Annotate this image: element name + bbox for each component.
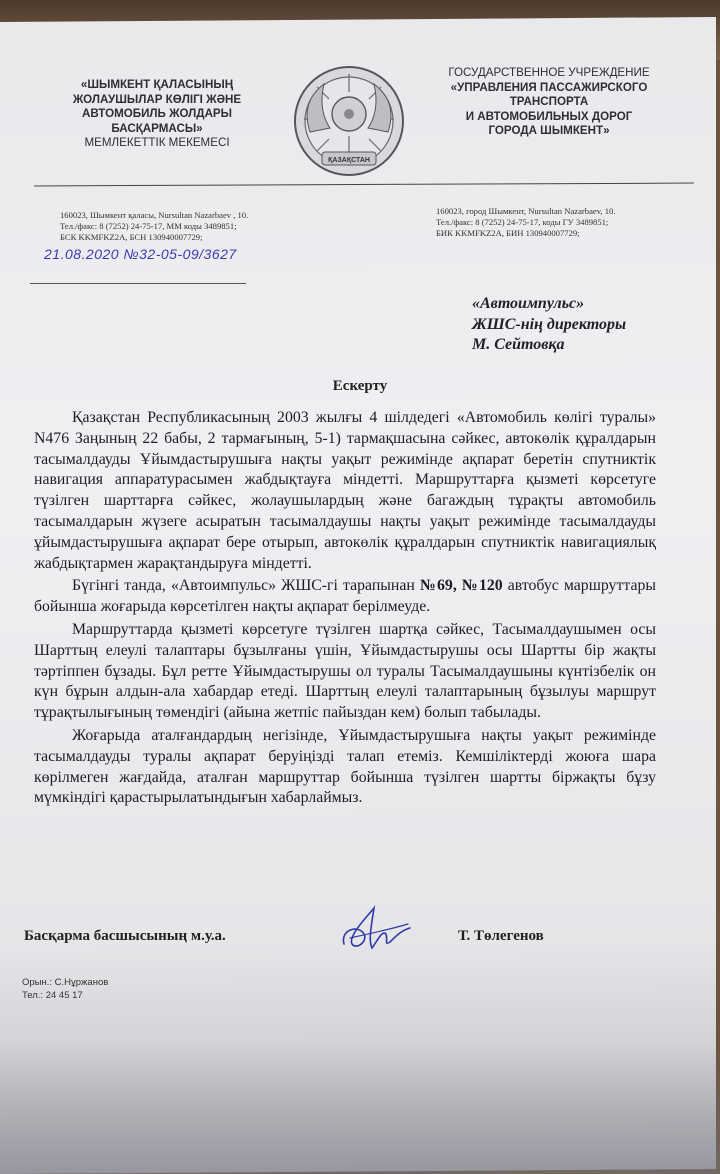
signatory-position: Басқарма басшысының м.у.а.	[24, 928, 226, 944]
header-left-line: АВТОМОБИЛЬ ЖОЛДАРЫ	[81, 107, 233, 121]
kazakhstan-state-emblem-icon	[290, 62, 408, 185]
address-right-line: 160023, город Шымкент, Nursultan Nazarbaev, 10.	[436, 206, 616, 216]
handwritten-signature-icon	[338, 900, 418, 965]
reference-underline	[30, 283, 246, 284]
recipient-position: ЖШС-нің директоры	[472, 315, 627, 333]
header-left-line: БАСҚАРМАСЫ»	[111, 121, 203, 135]
signatory-name: Т. Төлегенов	[458, 928, 544, 944]
header-right-line: ТРАНСПОРТА	[509, 95, 589, 109]
paragraph-3: Маршруттарда қызметі көрсетуге түзілген шартқа сәйкес, Тасымалдаушымен осы Шарттың елеулі талаптары бұзылғаны үшін, Ұйымдастырушы осы Шартты бір жақты тәртіппен бұзады. Бұл ретте Ұйымдастырушы ол туралы Тасымалдаушыны күнтізбелік он күн бұрын алдын-ала хабардар етеді. Шарттың елеулі талаптарының бұзылуы маршрут тұрақтылығының төмендігі (айына жетпіс пайыздан кем) болып табылады.	[34, 620, 656, 722]
recipient-name: М. Сейтовқа	[472, 336, 565, 353]
executor-phone: Тел.: 24 45 17	[22, 990, 83, 1001]
executor-info	[22, 976, 108, 1002]
paragraph-2-text: автобус маршруттары бойынша жоғарыда көрсетілген нақты ақпарат берілмеуде.	[34, 577, 656, 616]
letter-body	[34, 408, 656, 809]
header-left-line: МЕМЛЕКЕТТІК МЕКЕМЕСІ	[84, 136, 230, 150]
address-right	[436, 206, 615, 239]
address-left-line: 160023, Шымкент қаласы, Nursultan Nazarbaev , 10.	[60, 210, 249, 220]
header-left-line: «ШЫМКЕНТ ҚАЛАСЫНЫҢ	[80, 78, 234, 91]
paragraph-4: Жоғарыда аталғандардың негізінде, Ұйымдастырушыға нақты уақыт режимінде тасымалдауды туралы ақпарат беруіңізді талап етеміз. Кемшіліктерді жоюға шара көрілмеген жағдайда, аталған маршруттар бойынша түзілген шартты біржақты бұзу мүмкіндігі қарастырылатындығын хабарлаймыз.	[34, 726, 656, 807]
route-numbers: №69, №120	[419, 577, 503, 595]
recipient-block	[472, 294, 626, 356]
document-title: Ескерту	[332, 378, 388, 394]
header-right-line: «УПРАВЛЕНИЯ ПАССАЖИРСКОГО	[450, 80, 648, 94]
header-right-line: ГОСУДАРСТВЕННОЕ УЧРЕЖДЕНИЕ	[448, 66, 650, 79]
address-right-line: БИК KKMFKZ2A, БИН 130940007729;	[436, 228, 580, 238]
paper-shadow	[0, 1040, 720, 1174]
header-left-kazakh	[52, 78, 262, 151]
executor-name: Орын.: С.Нұржанов	[22, 977, 109, 988]
header-right-line: И АВТОМОБИЛЬНЫХ ДОРОГ	[465, 109, 633, 123]
emblem-caption: ҚАЗАҚСТАН	[328, 157, 370, 164]
address-left	[60, 210, 248, 243]
header-left-line: ЖОЛАУШЫЛАР КӨЛІГІ ЖӘНЕ	[72, 92, 242, 106]
outgoing-reference: 21.08.2020 №32-05-09/3627	[44, 246, 237, 262]
address-left-line: БСК KKMFKZ2A, БСН 130940007729;	[60, 232, 203, 242]
paragraph-2-text: Бүгінгі танда, «Автоимпульс» ЖШС-гі тарапынан	[72, 577, 420, 595]
paragraph-1: Қазақстан Республикасының 2003 жылғы 4 шілдедегі «Автомобиль көлігі туралы» N476 Заңының 22 бабы, 2 тармағының, 5-1) тармақшасына сәйкес, автокөлік құралдарын тасымалдауды Ұйымдастырушыға нақты уақыт режимінде ақпарат беретін спутниктік навигация аппаратурасымен жабдықтауға міндетті. Маршруттарға қызметі көрсетуге түзілген шарттарға сәйкес, жолаушылардың және багаждың тұрақты автомобиль тасымалдарын жүзеге асыратын тасымалдаушы нақты уақыт режимінде тасымалдауды ұйымдастырушыға ақпарат бере отырып, автокөлік құралдарын спутниктік навигациялық жабдықтармен жарақтандыруға міндетті.	[34, 409, 656, 572]
paragraph-2	[34, 576, 656, 618]
address-right-line: Тел./факс: 8 (7252) 24-75-17, коды ГУ 3489851;	[436, 217, 609, 227]
header-right-russian	[418, 66, 680, 139]
address-left-line: Тел./факс: 8 (7252) 24-75-17, ММ коды 3489851;	[60, 221, 237, 231]
header-right-line: ГОРОДА ШЫМКЕНТ»	[488, 124, 610, 138]
recipient-company: «Автоимпульс»	[472, 295, 585, 312]
